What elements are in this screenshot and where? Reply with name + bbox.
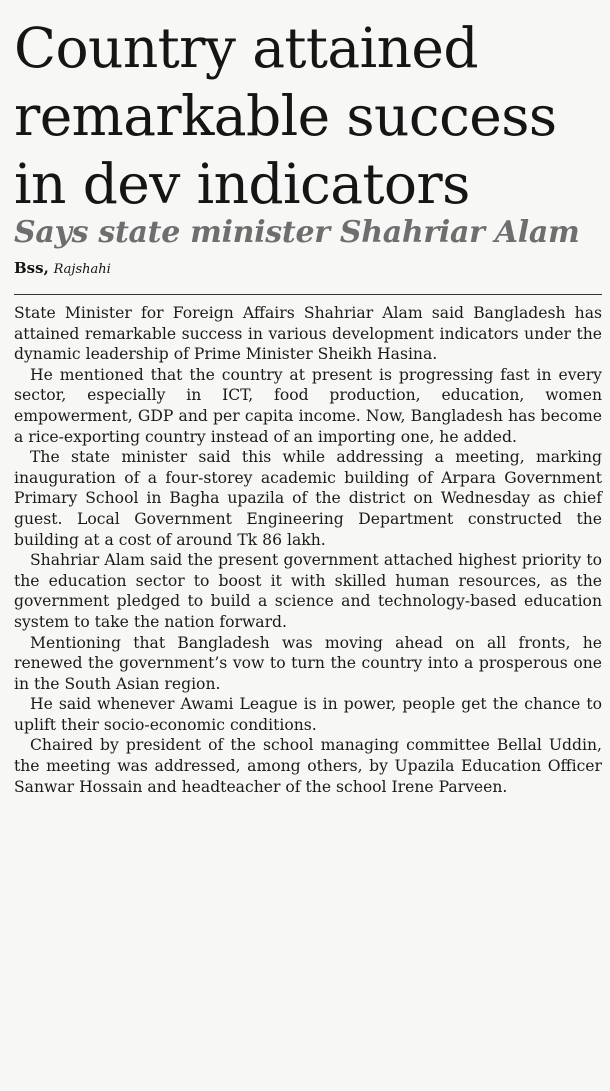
article-body (14, 303, 602, 797)
subheadline: Says state minister Shahriar Alam (14, 215, 580, 250)
paragraph-6: He said whenever Awami League is in power, people get the chance to uplift their socio-economic conditions. (14, 695, 602, 734)
headline-line-1: Country attained (14, 16, 478, 80)
headline-line-2: remarkable success (14, 84, 557, 148)
paragraph-2: He mentioned that the country at present is progressing fast in every sector, especially in ICT, food production, education, women empowerment, GDP and per capita income. Now, Bangladesh has become a rice-exporting country instead of an importing one, he added. (14, 365, 602, 446)
paragraph-7: Chaired by president of the school managing committee Bellal Uddin, the meeting was addressed, among others, by Upazila Education Officer Sanwar Hossain and headteacher of the school Irene Parveen. (14, 736, 602, 796)
byline-agency: Bss, (14, 259, 49, 277)
byline-divider (14, 294, 602, 295)
paragraph-1: State Minister for Foreign Affairs Shahriar Alam said Bangladesh has attained remarkable success in various development indicators under the dynamic leadership of Prime Minister Sheikh Hasina. (14, 304, 602, 364)
headline (14, 0, 604, 218)
paragraph-4: Shahriar Alam said the present government attached highest priority to the education sector to boost it with skilled human resources, as the government pledged to build a science and technology-based education system to take the nation forward. (14, 551, 602, 631)
headline-line-3: in dev indicators (14, 152, 470, 216)
byline-location: Rajshahi (53, 262, 111, 277)
byline (14, 258, 604, 280)
paragraph-3: The state minister said this while addressing a meeting, marking inauguration of a four-storey academic building of Arpara Government Primary School in Bagha upazila of the district on Wednesday as chief guest. Local Government Engineering Department constructed the building at a cost of around Tk 86 lakh. (14, 448, 602, 549)
paragraph-5: Mentioning that Bangladesh was moving ahead on all fronts, he renewed the government’s vow to turn the country into a prosperous one in the South Asian region. (14, 633, 602, 693)
